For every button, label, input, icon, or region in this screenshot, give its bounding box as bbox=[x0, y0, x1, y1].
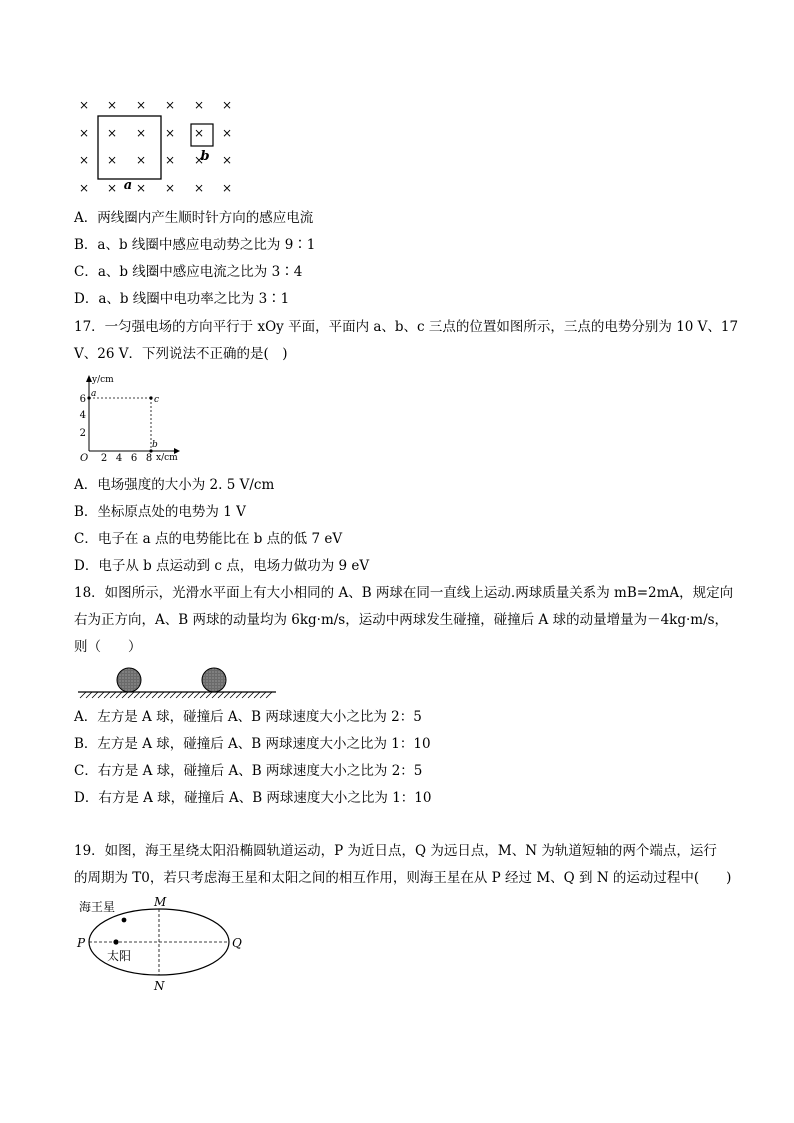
x-ticks bbox=[101, 453, 152, 464]
q16-option-a: A．两线圈内产生顺时针方向的感应电流 bbox=[74, 210, 314, 226]
ground-hatch bbox=[80, 692, 272, 698]
cross-mark: × bbox=[78, 126, 90, 140]
q17-option-d: D．电子从 b 点运动到 c 点，电场力做功为 9 eV bbox=[74, 558, 370, 574]
cross-mark: × bbox=[135, 153, 147, 167]
q19-stem-line1: 19．如图，海王星绕太阳沿椭圆轨道运动，P 为近日点，Q 为远日点，M、N 为轨道短轴的两个端点，运行 bbox=[74, 843, 717, 859]
neptune-label: 海王星 bbox=[79, 900, 116, 914]
y-tick-label: 6 bbox=[79, 394, 86, 405]
cross-mark: × bbox=[164, 98, 176, 112]
label-N: N bbox=[154, 979, 165, 993]
magnetic-field-figure bbox=[74, 92, 244, 196]
cross-mark: × bbox=[135, 126, 147, 140]
q16-option-d: D．a、b 线圈中电功率之比为 3∶1 bbox=[74, 291, 290, 307]
q17-option-a: A．电场强度的大小为 2. 5 V/cm bbox=[74, 477, 275, 493]
cross-mark: × bbox=[135, 181, 147, 195]
cross-mark: × bbox=[164, 181, 176, 195]
label-M: M bbox=[154, 895, 167, 909]
q17-option-b: B．坐标原点处的电势为 1 V bbox=[74, 504, 246, 520]
cross-mark: × bbox=[78, 153, 90, 167]
cross-mark: × bbox=[106, 126, 118, 140]
q18-stem-line1: 18．如图所示，光滑水平面上有大小相同的 A、B 两球在同一直线上运动.两球质量关系为 mB=2mA，规定向 bbox=[74, 585, 734, 601]
label-Q: Q bbox=[232, 936, 242, 950]
cross-mark: × bbox=[193, 181, 205, 195]
cross-mark: × bbox=[106, 181, 118, 195]
q16-option-c: C．a、b 线圈中感应电流之比为 3∶4 bbox=[74, 264, 303, 280]
point-c bbox=[149, 396, 152, 399]
q18-stem-line3: 则（ ） bbox=[74, 639, 142, 655]
neptune-dot bbox=[122, 918, 127, 923]
sun-dot bbox=[113, 939, 118, 944]
ball-left bbox=[117, 668, 141, 692]
cross-mark: × bbox=[78, 98, 90, 112]
balls-figure bbox=[74, 662, 284, 702]
cross-mark: × bbox=[78, 181, 90, 195]
y-tick-label: 2 bbox=[79, 428, 86, 439]
point-a-label: a bbox=[91, 389, 97, 399]
q17-stem-line1: 17．一匀强电场的方向平行于 xOy 平面，平面内 a、b、c 三点的位置如图所示，三点的电势分别为 10 V、17 bbox=[74, 319, 739, 335]
q18-option-d: D．右方是 A 球，碰撞后 A、B 两球速度大小之比为 1：10 bbox=[74, 790, 432, 806]
x-tick-label: 6 bbox=[130, 453, 138, 464]
cross-mark: × bbox=[135, 98, 147, 112]
q19-stem-line2: 的周期为 T0，若只考虑海王星和太阳之间的相互作用，则海王星在从 P 经过 M、Q 到 N 的运动过程中( ) bbox=[74, 870, 732, 886]
cross-mark: × bbox=[193, 98, 205, 112]
label-P: P bbox=[77, 936, 86, 950]
q17-option-c: C．电子在 a 点的电势能比在 b 点的低 7 eV bbox=[74, 531, 343, 547]
q18-option-b: B．左方是 A 球，碰撞后 A、B 两球速度大小之比为 1：10 bbox=[74, 736, 431, 752]
coordinate-figure bbox=[74, 372, 184, 464]
origin-label: O bbox=[80, 453, 89, 464]
x-tick-label: 4 bbox=[115, 453, 123, 464]
q16-option-b: B．a、b 线圈中感应电动势之比为 9∶1 bbox=[74, 237, 316, 253]
y-tick-label: 4 bbox=[79, 410, 86, 421]
x-tick-label: 2 bbox=[100, 453, 108, 464]
x-axis-label: x/cm bbox=[156, 453, 178, 463]
cross-mark: × bbox=[106, 98, 118, 112]
coil-b-label: b bbox=[200, 149, 210, 164]
cross-mark: × bbox=[106, 153, 118, 167]
cross-mark: × bbox=[193, 126, 205, 140]
cross-mark: × bbox=[164, 153, 176, 167]
orbit-figure bbox=[74, 894, 254, 994]
q18-stem-line2: 右为正方向，A、B 两球的动量均为 6kg·m/s，运动中两球发生碰撞，碰撞后 A 球的动量增量为－4kg·m/s， bbox=[74, 612, 729, 628]
q17-stem-line2: V、26 V．下列说法不正确的是( ) bbox=[74, 346, 288, 362]
cross-mark: × bbox=[164, 126, 176, 140]
y-axis-label: y/cm bbox=[92, 375, 114, 385]
sun-label: 太阳 bbox=[107, 949, 132, 963]
coil-a-label: a bbox=[123, 178, 133, 193]
q18-option-a: A．左方是 A 球，碰撞后 A、B 两球速度大小之比为 2：5 bbox=[74, 709, 422, 725]
q18-option-c: C．右方是 A 球，碰撞后 A、B 两球速度大小之比为 2：5 bbox=[74, 763, 423, 779]
ball-right bbox=[202, 668, 226, 692]
cross-mark: × bbox=[193, 153, 205, 167]
point-c-label: c bbox=[154, 395, 160, 405]
cross-mark: × bbox=[221, 126, 233, 140]
y-ticks bbox=[80, 394, 86, 439]
cross-mark: × bbox=[221, 153, 233, 167]
cross-mark: × bbox=[221, 98, 233, 112]
point-b-label: b bbox=[152, 440, 158, 450]
x-tick-label: 8 bbox=[145, 453, 153, 464]
cross-mark: × bbox=[221, 181, 233, 195]
